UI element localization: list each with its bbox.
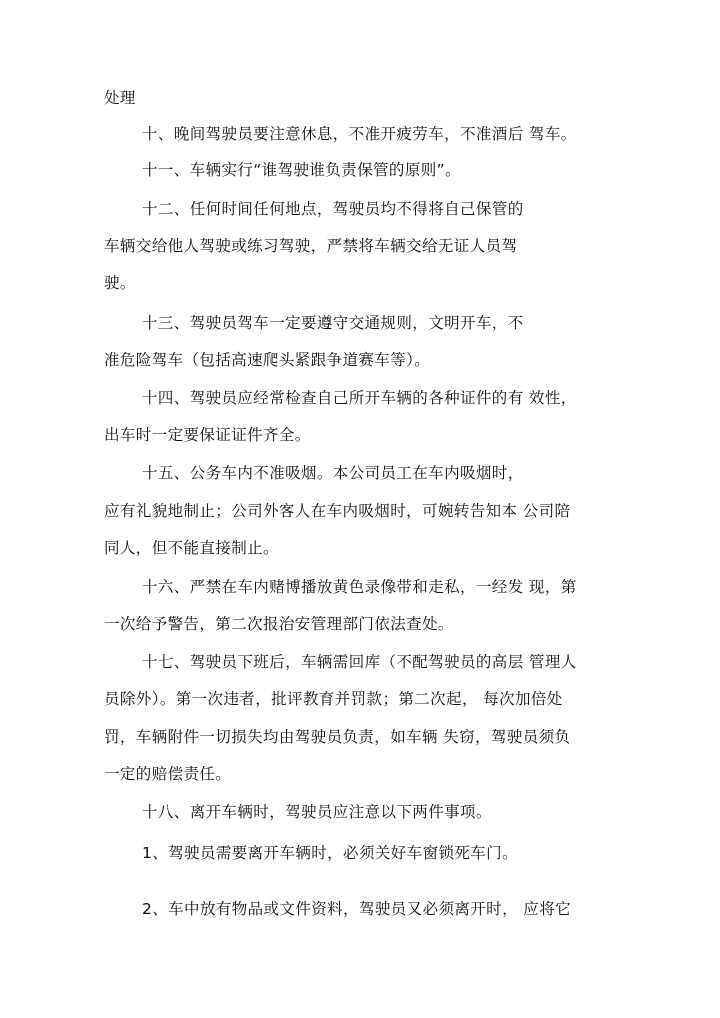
text-line-9: 十四、驾驶员应经常检查自己所开车辆的各种证件的有 效性， (142, 389, 577, 407)
text-line-4: 十二、任何时间任何地点，驾驶员均不得将自己保管的 (142, 200, 524, 218)
text-line-1: 处理 (104, 89, 136, 107)
text-line-13: 同人，但不能直接制止。 (104, 539, 279, 557)
text-line-15: 一次给予警告，第二次报治安管理部门依法查处。 (104, 615, 454, 633)
text-line-11: 十五、公务车内不准吸烟。本公司员工在车内吸烟时， (142, 464, 524, 482)
text-line-3: 十一、车辆实行“谁驾驶谁负责保管的原则”。 (142, 161, 461, 179)
text-line-18: 罚，车辆附件一切损失均由驾驶员负责，如车辆 失窃，驾驶员须负 (104, 728, 571, 746)
text-line-8: 准危险驾车（包括高速爬头紧跟争道赛车等）。 (104, 351, 431, 369)
text-line-19: 一定的赔偿责任。 (104, 765, 232, 783)
text-line-22: 2、车中放有物品或文件资料，驾驶员又必须离开时， 应将它 (142, 900, 571, 918)
text-line-14: 十六、严禁在车内赌博播放黄色录像带和走私，一经发 现，第 (142, 578, 577, 596)
text-line-12: 应有礼貌地制止；公司外客人在车内吸烟时，可婉转告知本 公司陪 (104, 502, 571, 520)
text-line-20: 十八、离开车辆时，驾驶员应注意以下两件事项。 (142, 803, 492, 821)
text-line-17: 员除外）。第一次违者，批评教育并罚款；第二次起， 每次加倍处 (104, 690, 563, 708)
text-line-5: 车辆交给他人驾驶或练习驾驶，严禁将车辆交给无证人员驾 (104, 237, 518, 255)
text-line-10: 出车时一定要保证证件齐全。 (104, 426, 311, 444)
text-line-6: 驶。 (104, 274, 136, 292)
text-line-16: 十七、驾驶员下班后，车辆需回库（不配驾驶员的高层 管理人 (142, 653, 577, 671)
text-line-21: 1、驾驶员需要离开车辆时，必须关好车窗锁死车门。 (142, 844, 518, 862)
text-line-2: 十、晚间驾驶员要注意休息，不准开疲劳车，不准酒后 驾车。 (142, 125, 577, 143)
text-line-7: 十三、驾驶员驾车一定要遵守交通规则，文明开车，不 (142, 314, 524, 332)
